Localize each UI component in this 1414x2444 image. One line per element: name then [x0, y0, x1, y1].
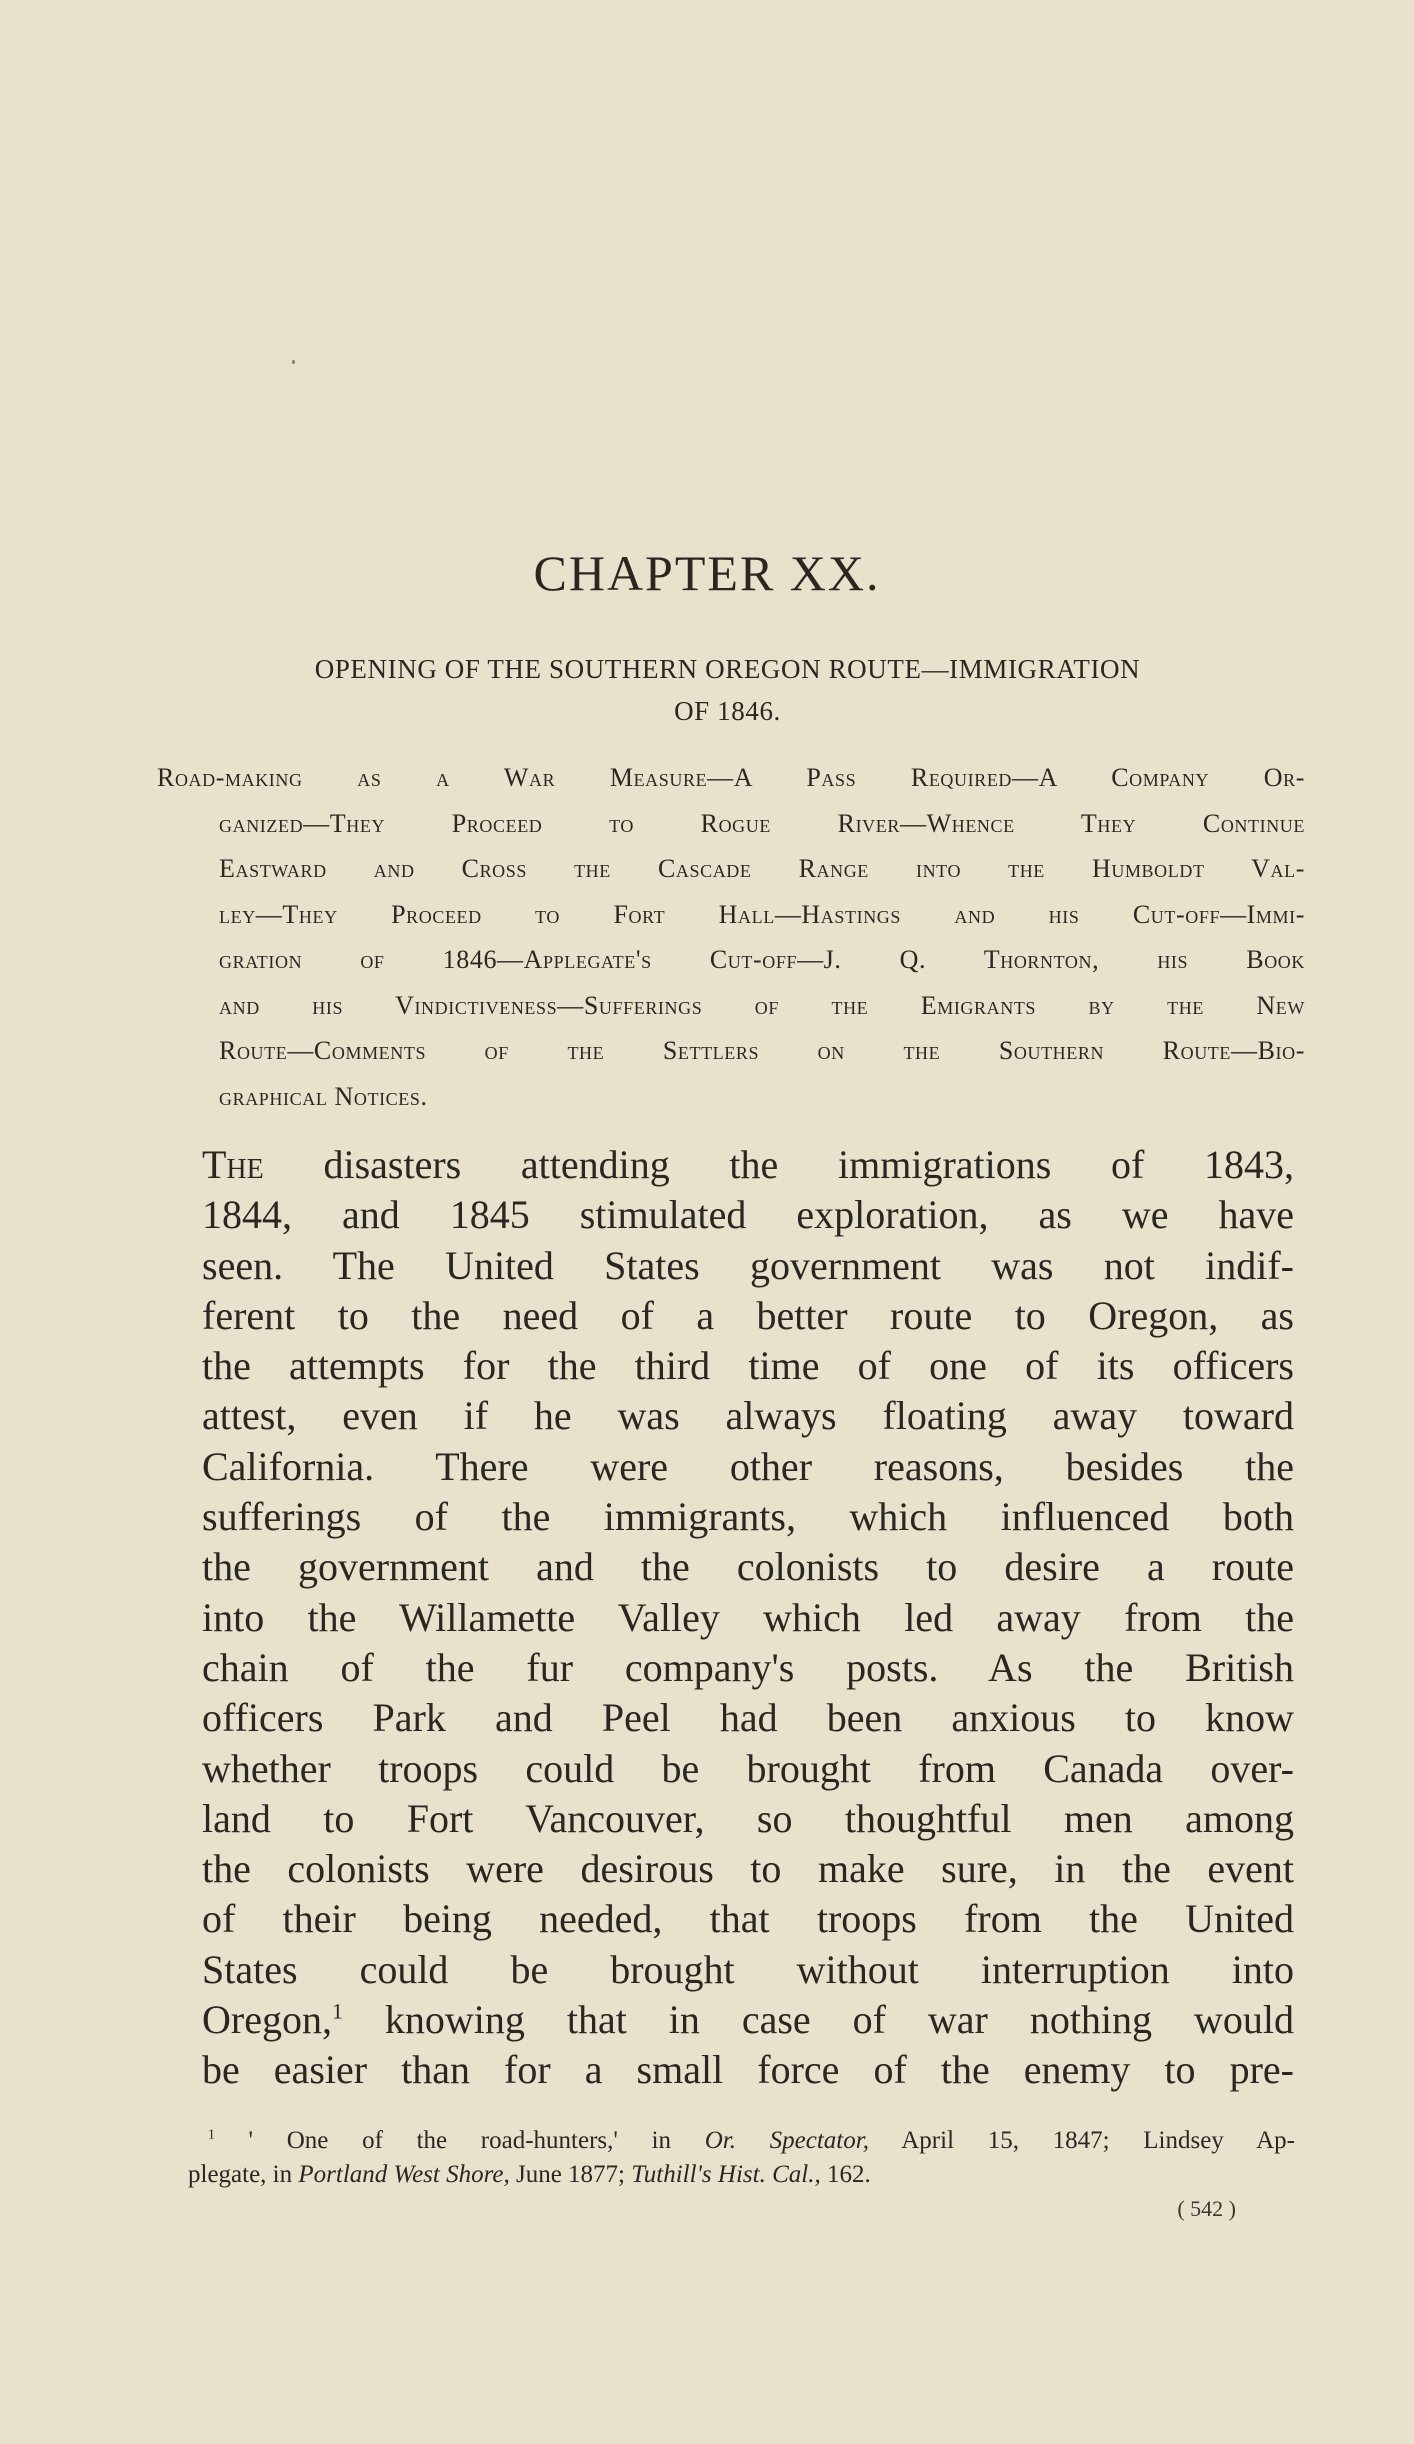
body-line: 1844, and 1845 stimulated exploration, as we have — [202, 1192, 1294, 1238]
subtitle-line: OPENING OF THE SOUTHERN OREGON ROUTE—IMMIGRATION — [314, 654, 1141, 684]
chapter-subtitle — [150, 648, 1305, 732]
body-line: sufferings of the immigrants, which influenced both — [202, 1494, 1294, 1540]
synopsis-line: gration of 1846—Applegate's Cut-off—J. Q. Thornton, his Book — [219, 945, 1305, 974]
body-line-text: knowing that in case of war nothing would — [342, 1997, 1294, 2043]
footnote-source: Tuthill's Hist. Cal., — [631, 2161, 821, 2188]
body-line-text: Oregon, — [202, 1997, 332, 2043]
footnote-text: April 15, 1847; Lindsey Ap- — [868, 2127, 1295, 2154]
footnote-text: plegate, in — [188, 2161, 299, 2188]
footnote-text: June 1877; — [509, 2161, 632, 2188]
synopsis-line: Route—Comments of the Settlers on the Southern Route—Bio- — [219, 1036, 1305, 1065]
body-line: States could be brought without interruption into — [202, 1946, 1294, 1992]
body-line: be easier than for a small force of the enemy to pre- — [202, 2047, 1294, 2093]
synopsis-line: Eastward and Cross the Cascade Range into the Humboldt Val- — [219, 854, 1305, 883]
body-line: ferent to the need of a better route to Oregon, as — [202, 1292, 1294, 1338]
chapter-title: CHAPTER XX. — [533, 545, 881, 601]
footnote-marker: 1 — [208, 2126, 215, 2142]
footnote-source: Portland West Shore, — [298, 2161, 510, 2188]
synopsis-line: graphical Notices. — [219, 1081, 428, 1111]
body-line: attest, even if he was always floating away toward — [202, 1393, 1294, 1439]
body-line — [202, 1995, 1294, 2045]
subtitle-line: OF 1846. — [674, 696, 781, 726]
body-line: whether troops could be brought from Canada over- — [202, 1745, 1294, 1791]
body-line: of their being needed, that troops from the United — [202, 1896, 1294, 1942]
synopsis-line: ganized—They Proceed to Rogue River—Whence They Continue — [219, 808, 1305, 838]
body-line: land to Fort Vancouver, so thoughtful men among — [202, 1795, 1294, 1841]
print-speck — [292, 360, 295, 364]
synopsis-line: ley—They Proceed to Fort Hall—Hastings and his Cut-off—Immi- — [219, 899, 1305, 929]
footnote-text: 162. — [820, 2161, 871, 2188]
body-line: the attempts for the third time of one of its officers — [202, 1343, 1294, 1389]
body-line: into the Willamette Valley which led away from the — [202, 1594, 1294, 1640]
body-line: seen. The United States government was not indif- — [202, 1242, 1294, 1288]
body-line — [202, 1140, 1294, 1190]
footnote-source: Or. Spectator, — [704, 2127, 869, 2154]
page-number: ( 542 ) — [1177, 2196, 1236, 2221]
body-paragraph — [202, 1140, 1294, 2096]
lead-word: The — [202, 1142, 264, 1187]
footnote — [188, 2124, 1295, 2192]
body-line: officers Park and Peel had been anxious to know — [202, 1695, 1294, 1741]
body-line: the government and the colonists to desire a route — [202, 1544, 1294, 1590]
body-line-text: disasters attending the immigrations of 1843, — [263, 1142, 1294, 1187]
chapter-synopsis — [157, 755, 1305, 1119]
synopsis-line: and his Vindictiveness—Sufferings of the Emigrants by the New — [219, 990, 1305, 1020]
footnote-reference[interactable]: 1 — [331, 1998, 343, 2024]
body-line: California. There were other reasons, besides the — [202, 1443, 1294, 1489]
synopsis-line: Road-making as a War Measure—A Pass Required—A Company Or- — [157, 763, 1305, 792]
body-line: chain of the fur company's posts. As the British — [202, 1644, 1294, 1690]
footnote-text: ' One of the road-hunters,' in — [214, 2127, 705, 2154]
footnote-line — [188, 2158, 1295, 2192]
body-line: the colonists were desirous to make sure, in the event — [202, 1846, 1294, 1892]
footnote-line — [188, 2124, 1295, 2158]
